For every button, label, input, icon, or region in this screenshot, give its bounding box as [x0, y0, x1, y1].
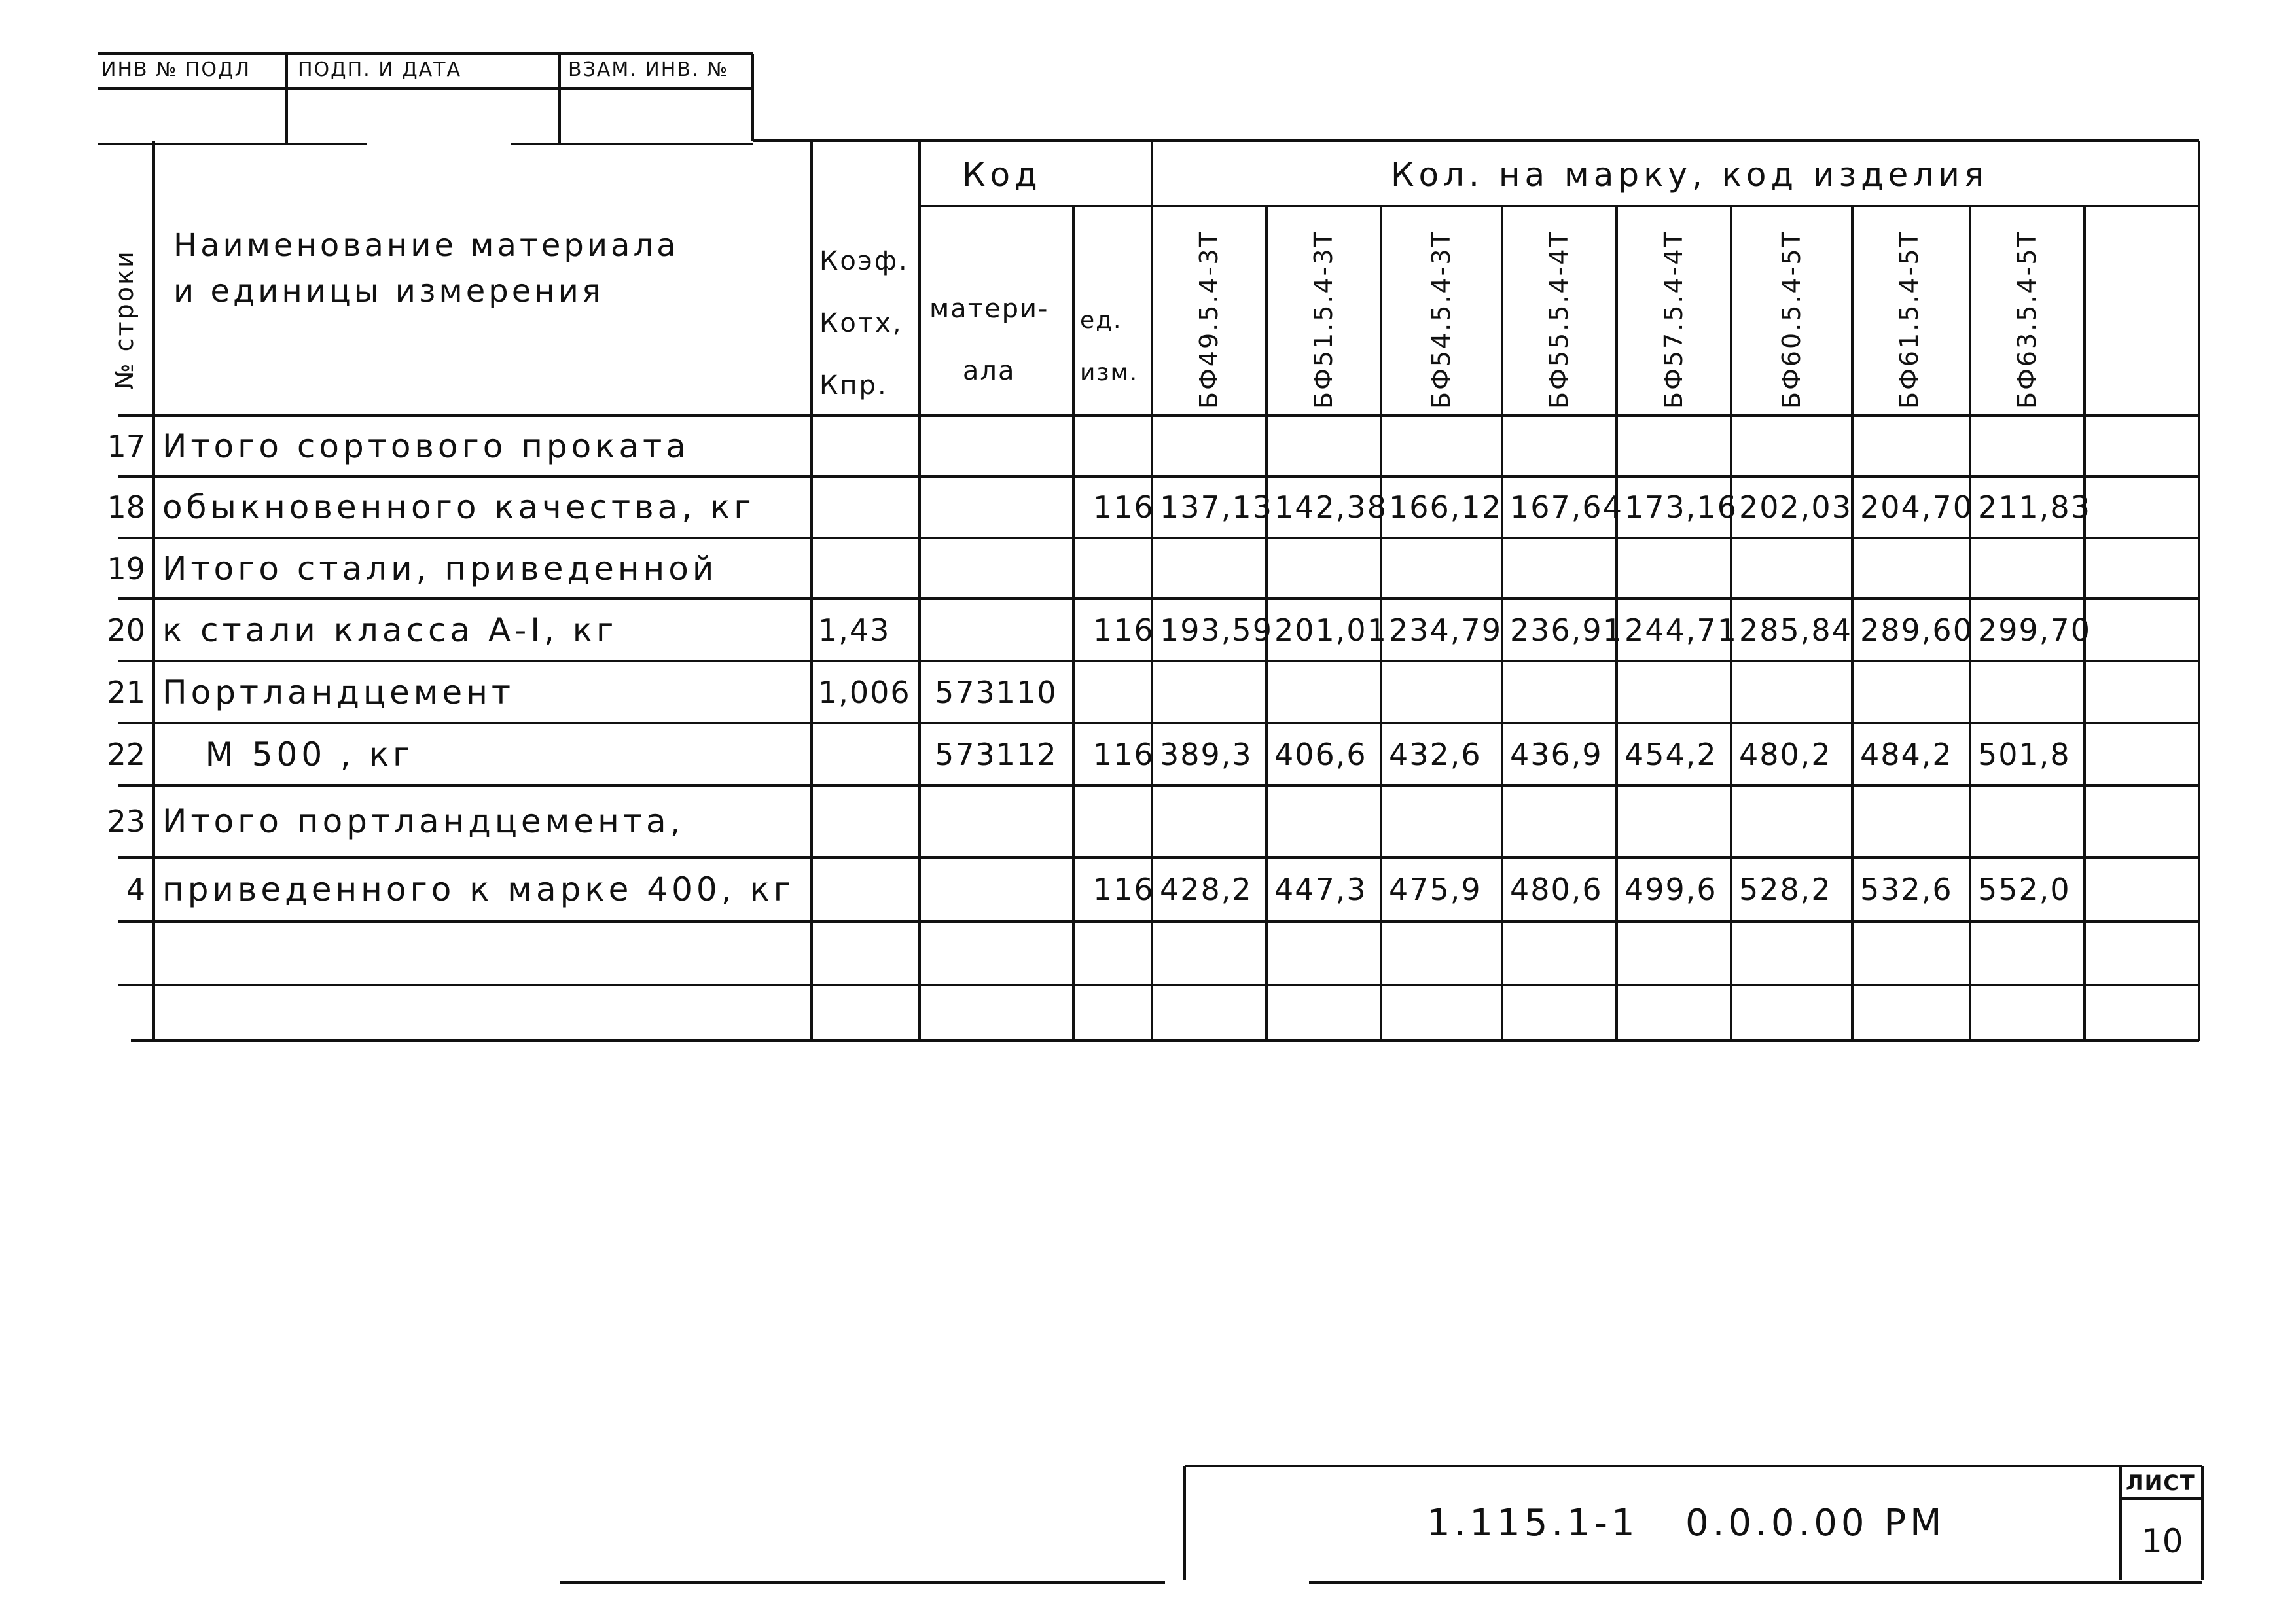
row-number: 18 [107, 490, 145, 525]
row-value: 406,6 [1274, 736, 1367, 772]
row-number: 23 [107, 804, 145, 839]
row-name: к стали класса А-I, кг [162, 611, 618, 649]
row-value: 142,38 [1274, 490, 1388, 525]
row-value: 289,60 [1860, 612, 1973, 648]
row-name: Портландцемент [162, 673, 515, 711]
row-value: 166,12 [1389, 490, 1502, 525]
row-number: 22 [107, 736, 145, 772]
row-unit-code: 116 [1093, 872, 1155, 907]
row-value: 244,71 [1624, 612, 1738, 648]
row-value: 389,3 [1160, 736, 1253, 772]
row-number: 21 [107, 674, 145, 710]
row-value: 211,83 [1978, 490, 2091, 525]
row-value: 432,6 [1389, 736, 1482, 772]
row-coef: 1,006 [818, 674, 911, 710]
row-value: 193,59 [1160, 612, 1273, 648]
row-number: 19 [107, 550, 145, 586]
stamp-inv-podl: ИНВ № ПОДЛ [101, 58, 251, 81]
row-value: 204,70 [1860, 490, 1973, 525]
stamp-vzam-inv: ВЗАМ. ИНВ. № [568, 58, 729, 81]
stamp-podp-data: ПОДП. И ДАТА [298, 58, 462, 81]
row-value: 532,6 [1860, 872, 1953, 907]
row-number: 17 [107, 428, 145, 464]
row-value: 499,6 [1624, 872, 1717, 907]
row-coef: 1,43 [818, 612, 891, 648]
header-material: матери- ала [929, 294, 1049, 386]
row-name: приведенного к марке 400, кг [162, 870, 795, 908]
row-value: 475,9 [1389, 872, 1482, 907]
header-code: Код [962, 156, 1042, 194]
doc-code: 1.115.1-1 0.0.0.00 РМ [1427, 1502, 1946, 1544]
row-number: 20 [107, 612, 145, 648]
product-col-5: БФ57.5.4-4Т [1659, 230, 1688, 409]
product-col-8: БФ63.5.4-5Т [2013, 230, 2041, 409]
header-qty-group: Кол. на марку, код изделия [1391, 156, 1988, 194]
row-name: обыкновенного качества, кг [162, 488, 755, 526]
row-unit-code: 116 [1093, 736, 1155, 772]
row-material-code: 573112 [935, 736, 1058, 772]
row-value: 447,3 [1274, 872, 1367, 907]
row-value: 480,6 [1510, 872, 1603, 907]
product-col-2: БФ51.5.4-3Т [1309, 230, 1338, 409]
row-value: 552,0 [1978, 872, 2071, 907]
row-value: 202,03 [1739, 490, 1852, 525]
row-value: 173,16 [1624, 490, 1738, 525]
row-number: 4 [126, 872, 145, 907]
row-name: Итого стали, приведенной [162, 549, 718, 588]
row-value: 167,64 [1510, 490, 1623, 525]
row-value: 137,13 [1160, 490, 1273, 525]
row-unit-code: 116 [1093, 490, 1155, 525]
header-unit: ед. изм. [1080, 307, 1139, 386]
row-value: 436,9 [1510, 736, 1603, 772]
product-col-1: БФ49.5.4-3Т [1194, 230, 1223, 409]
row-value: 528,2 [1739, 872, 1832, 907]
header-row-no: № строки [110, 249, 139, 389]
sheet-number: 10 [2142, 1522, 2183, 1560]
row-value: 484,2 [1860, 736, 1953, 772]
row-value: 501,8 [1978, 736, 2071, 772]
row-value: 201,01 [1274, 612, 1388, 648]
row-value: 234,79 [1389, 612, 1502, 648]
product-col-7: БФ61.5.4-5Т [1895, 230, 1924, 409]
row-value: 454,2 [1624, 736, 1717, 772]
product-col-4: БФ55.5.4-4Т [1545, 230, 1573, 409]
row-value: 236,91 [1510, 612, 1623, 648]
header-name: Наименование материала и единицы измерения [173, 227, 679, 310]
product-col-6: БФ60.5.4-5Т [1777, 230, 1806, 409]
row-material-code: 573110 [935, 674, 1058, 710]
row-unit-code: 116 [1093, 612, 1155, 648]
row-value: 480,2 [1739, 736, 1832, 772]
row-value: 285,84 [1739, 612, 1852, 648]
header-coef: Коэф. Котх, Кпр. [819, 246, 909, 401]
row-name: Итого сортового проката [162, 427, 690, 465]
row-name: М 500 , кг [162, 735, 414, 774]
row-value: 299,70 [1978, 612, 2091, 648]
product-col-3: БФ54.5.4-3Т [1427, 230, 1456, 409]
row-name: Итого портландцемента, [162, 802, 685, 840]
row-value: 428,2 [1160, 872, 1253, 907]
sheet-label: ЛИСТ [2126, 1471, 2196, 1495]
